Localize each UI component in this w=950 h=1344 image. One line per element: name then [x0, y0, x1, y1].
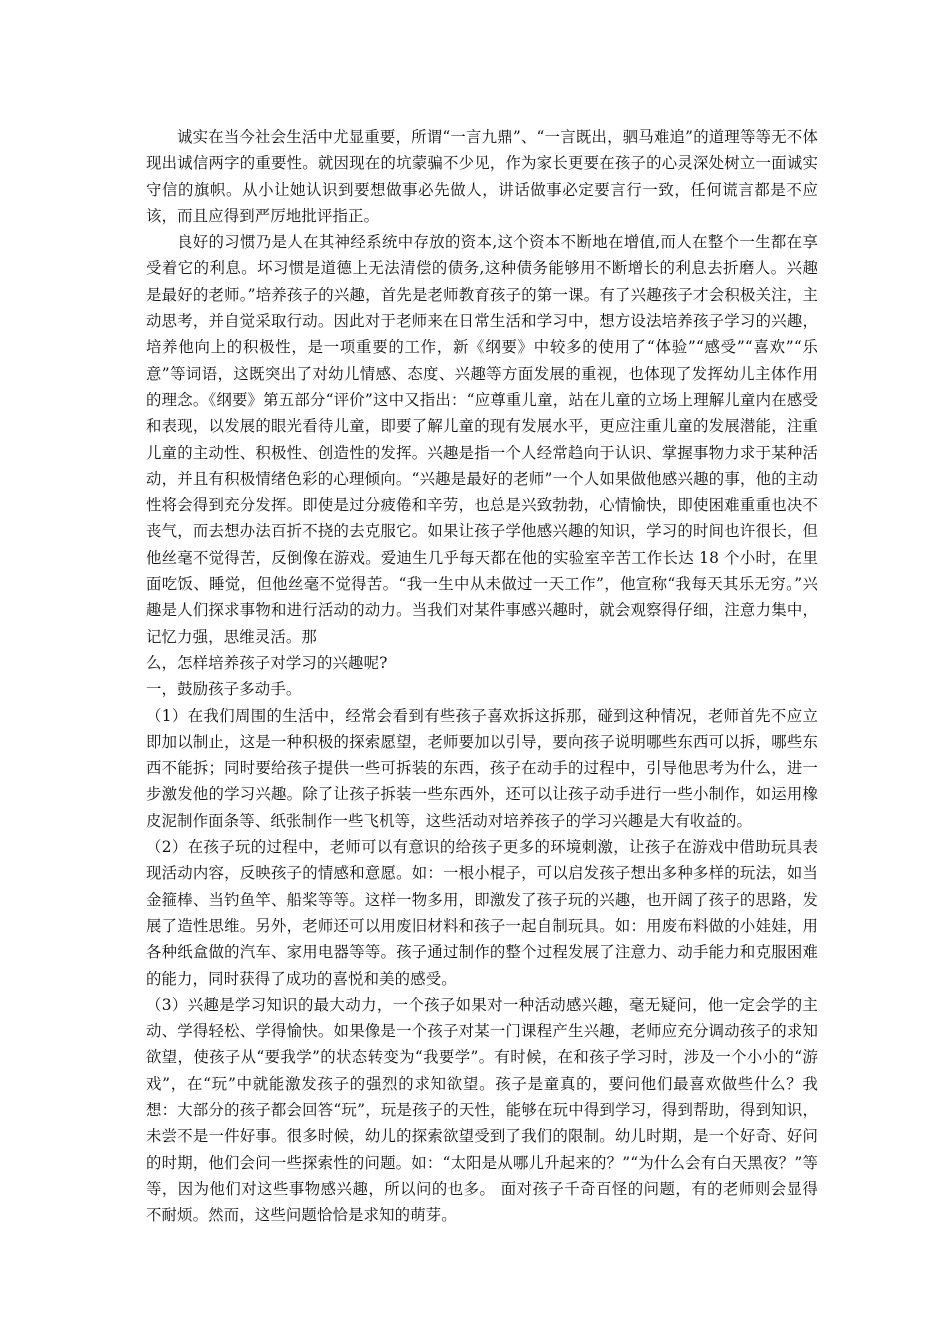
paragraph-habits-interest: 良好的习惯乃是人在其神经系统中存放的资本,这个资本不断地在增值,而人在整个一生都在享受着它的利息。坏习惯是道德上无法清偿的债务,这种债务能够用不断增长的利息去折磨人。兴趣是最好的老师。”培养孩子的兴趣，首先是老师教育孩子的第一课。有了兴趣孩子才会积极关注，主动思考，并自觉采取行动。因此对于老师来在日常生活和学习中，想方设法培养孩子学习的兴趣，培养他向上的积极性，是一项重要的工作，新《纲要》中较多的使用了“体验”“感受”“喜欢”“乐意”等词语，这既突出了对幼儿情感、态度、兴趣等方面发展的重视，也体现了发挥幼儿主体作用的理念。《纲要》第五部分“评价”这中又指出：“应尊重儿童，站在儿童的立场上理解儿童内在感受和表现，以发展的眼光看待儿童，即要了解儿童的现有发展水平，更应注重儿童的发展潜能，注重儿童的主动性、积极性、创造性的发挥。兴趣是指一个人经常趋向于认识、掌握事物力求于某种活动，并且有积极情绪色彩的心理倾向。“兴趣是最好的老师”一个人如果做他感兴趣的事，他的主动性将会得到充分发挥。即使是过分疲倦和辛劳，也总是兴致勃勃，心情愉快，即使困难重重也决不丧气，而去想办法百折不挠的去克服它。如果让孩子学他感兴趣的知识，学习的时间也许很长，但他丝毫不觉得苦，反倒像在游戏。爱迪生几乎每天都在他的实验室辛苦工作长达 18 个小时，在里面吃饭、睡觉，但他丝毫不觉得苦。“我一生中从未做过一天工作”，他宣称“我每天其乐无穷。”兴趣是人们探求事物和进行活动的动力。当我们对某件事感兴趣时，就会观察得仔细，注意力集中，记忆力强，思维灵活。那: [146, 233, 818, 646]
paragraph-point-1: （1）在我们周围的生活中，经常会看到有些孩子喜欢拆这拆那，碰到这种情况，老师首先不应立即加以制止，这是一种积极的探索愿望，老师要加以引导，要向孩子说明哪些东西可以拆，哪些东西不能拆；同时要给孩子提供一些可拆装的东西，孩子在动手的过程中，引导他思考为什么，进一步激发他的学习兴趣。除了让孩子拆装一些东西外，还可以让孩子动手进行一些小制作，如运用橡皮泥制作面条等、纸张制作一些飞机等，这些活动对培养孩子的学习兴趣是大有收益的。: [146, 706, 818, 830]
document-body: [146, 124, 818, 1228]
paragraph-question: 么，怎样培养孩子对学习的兴趣呢?: [146, 653, 388, 672]
paragraph-point-2: （2）在孩子玩的过程中，老师可以有意识的给孩子更多的环境刺激，让孩子在游戏中借助玩具表现活动内容，反映孩子的情感和意愿。如：一根小棍子，可以启发孩子想出多种多样的玩法，如当金箍棒、当钓鱼竿、船桨等等。这样一物多用，即激发了孩子玩的兴趣，也开阔了孩子的思路，发展了造性思维。另外，老师还可以用废旧材料和孩子一起自制玩具。如：用废布料做的小娃娃，用各种纸盒做的汽车、家用电器等等。孩子通过制作的整个过程发展了注意力、动手能力和克服困难的能力，同时获得了成功的喜悦和美的感受。: [146, 838, 818, 988]
section-heading-encourage-hands-on: 一，鼓励孩子多动手。: [146, 680, 302, 699]
paragraph-point-3: （3）兴趣是学习知识的最大动力，一个孩子如果对一种活动感兴趣，毫无疑问，他一定会学的主动、学得轻松、学得愉快。如果像是一个孩子对某一门课程产生兴趣，老师应充分调动孩子的求知欲望，使孩子从“要我学”的状态转变为“我要学”。有时候，在和孩子学习时，涉及一个小小的“游戏”，在“玩”中就能激发孩子的强烈的求知欲望。孩子是童真的，要问他们最喜欢做些什么？我想：大部分的孩子都会回答“玩”，玩是孩子的天性，能够在玩中得到学习，得到帮助，得到知识，未尝不是一件好事。很多时候，幼儿的探索欲望受到了我们的限制。幼儿时期，是一个好奇、好问的时期，他们会问一些探索性的问题。如：“太阳是从哪儿升起来的？”“为什么会有白天黑夜？”等等，因为他们对这些事物感兴趣，所以问的也多。 面对孩子千奇百怪的问题，有的老师则会显得不耐烦。然而，这些问题恰恰是求知的萌芽。: [146, 995, 818, 1225]
paragraph-honesty: 诚实在当今社会生活中尤显重要，所谓“一言九鼎”、“一言既出，驷马难追”的道理等等无不体现出诚信两字的重要性。就因现在的坑蒙骗不少见，作为家长更要在孩子的心灵深处树立一面诚实守信的旗帜。从小让她认识到要想做事必先做人，讲话做事必定要言行一致，任何谎言都是不应该，而且应得到严厉地批评指正。: [146, 128, 818, 225]
